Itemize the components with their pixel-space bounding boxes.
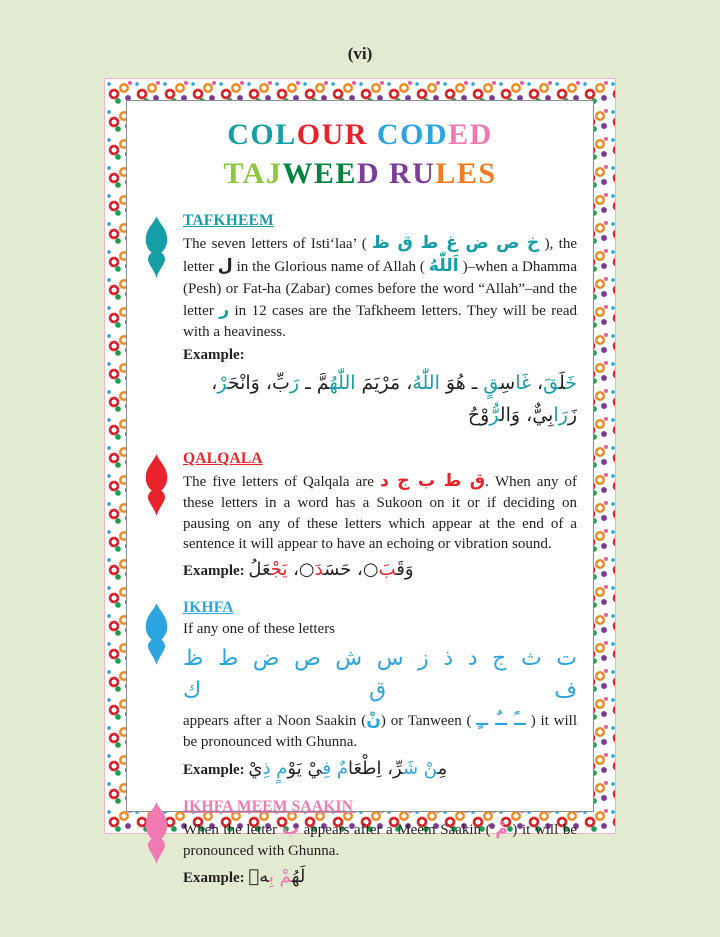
section-body: The five letters of Qalqala are ق ط ب ج د. When any of these letters in a word has a Sukoon on it or if deciding on pausing on any of these letters which appear at the end of a sentence it will appear to have an echoing or vibration sound. xyxy=(183,471,578,552)
section-body: appears after a Noon Saakin (نْ) or Tanween ( ــً ــٌ ــٍ ) it will be pronounced with Ghunna. xyxy=(183,710,577,751)
section-tafkheem xyxy=(143,212,577,431)
title-line-1: COLOUR CODED xyxy=(227,118,493,151)
section-body: When the letter ب appears after a Meem Saakin ( مْ ) it will be pronounced with Ghunna. xyxy=(183,818,577,859)
pointed-leaf-icon xyxy=(143,802,170,864)
example-label: Example: xyxy=(183,347,245,364)
title-line-2: TAJWEED RULES xyxy=(223,157,497,190)
ornament-icon xyxy=(143,216,170,278)
pointed-leaf-icon xyxy=(143,603,170,665)
example-line xyxy=(183,758,577,779)
example-line xyxy=(183,866,577,887)
section-content xyxy=(183,450,577,580)
section-qalqala xyxy=(143,450,577,580)
example-label: Example: xyxy=(183,870,245,887)
pointed-leaf-icon xyxy=(143,454,170,516)
example-label: Example: xyxy=(183,563,245,580)
section-heading-tafkheem: TAFKHEEM xyxy=(183,212,274,229)
section-content xyxy=(183,798,577,888)
decorative-border-frame xyxy=(104,78,616,888)
example-label: Example: xyxy=(183,761,245,778)
ornament-icon xyxy=(143,603,170,665)
content-sheet xyxy=(126,100,594,888)
section-ikhfa xyxy=(143,599,577,779)
ikhfa-intro: If any one of these letters xyxy=(183,621,336,638)
example-arabic: خَلَقَ، غَاسِقٍ ـ هُوَ اللّٰهُ، مَرْيَمَ اللّٰهُمَّ ـ رَبِّ، وَانْحَرْ، زَرَابِيٌّ، وَالرُّوْحُ xyxy=(211,372,577,426)
pointed-leaf-icon xyxy=(143,216,170,278)
page-number: (vi) xyxy=(347,44,373,63)
section-content xyxy=(183,599,577,779)
section-heading-ikhfa-meem-saakin: IKHFA MEEM SAAKIN xyxy=(183,797,354,815)
ornament-icon xyxy=(143,802,170,864)
page-title xyxy=(143,115,577,193)
example-arabic: لَهُمْ بِهٖ xyxy=(248,866,306,888)
section-ikhfa-meem-saakin xyxy=(143,798,577,888)
section-heading-qalqala: QALQALA xyxy=(183,450,263,468)
section-heading-ikhfa: IKHFA xyxy=(183,599,234,617)
example-arabic: مِنْ شَرِّ، اِطْعَامٌ فِيْ يَوْمٍ ذِيْ xyxy=(248,757,448,779)
ikhfa-letters-row: ت ث ج د ذ ز س ش ص ض ط ظ ف ق ك xyxy=(183,646,577,704)
example-arabic: وَقَبَ○، حَسَدَ○، يَجْعَلُ xyxy=(248,559,414,581)
ornament-icon xyxy=(143,454,170,516)
section-body: The seven letters of Isti‘laa’ ( خ ص ض غ ط ق ظ ), the letter ل in the Glorious name of Allah ( اَللّٰهُ )–when a Dhamma (Pesh) or Fat-ha (Zabar) comes before the word “Allah”–and the letter ر in 12 cases are the Tafkheem letters. They will be read with a heaviness. xyxy=(183,233,577,341)
section-content xyxy=(183,212,577,431)
example-line xyxy=(183,559,577,580)
